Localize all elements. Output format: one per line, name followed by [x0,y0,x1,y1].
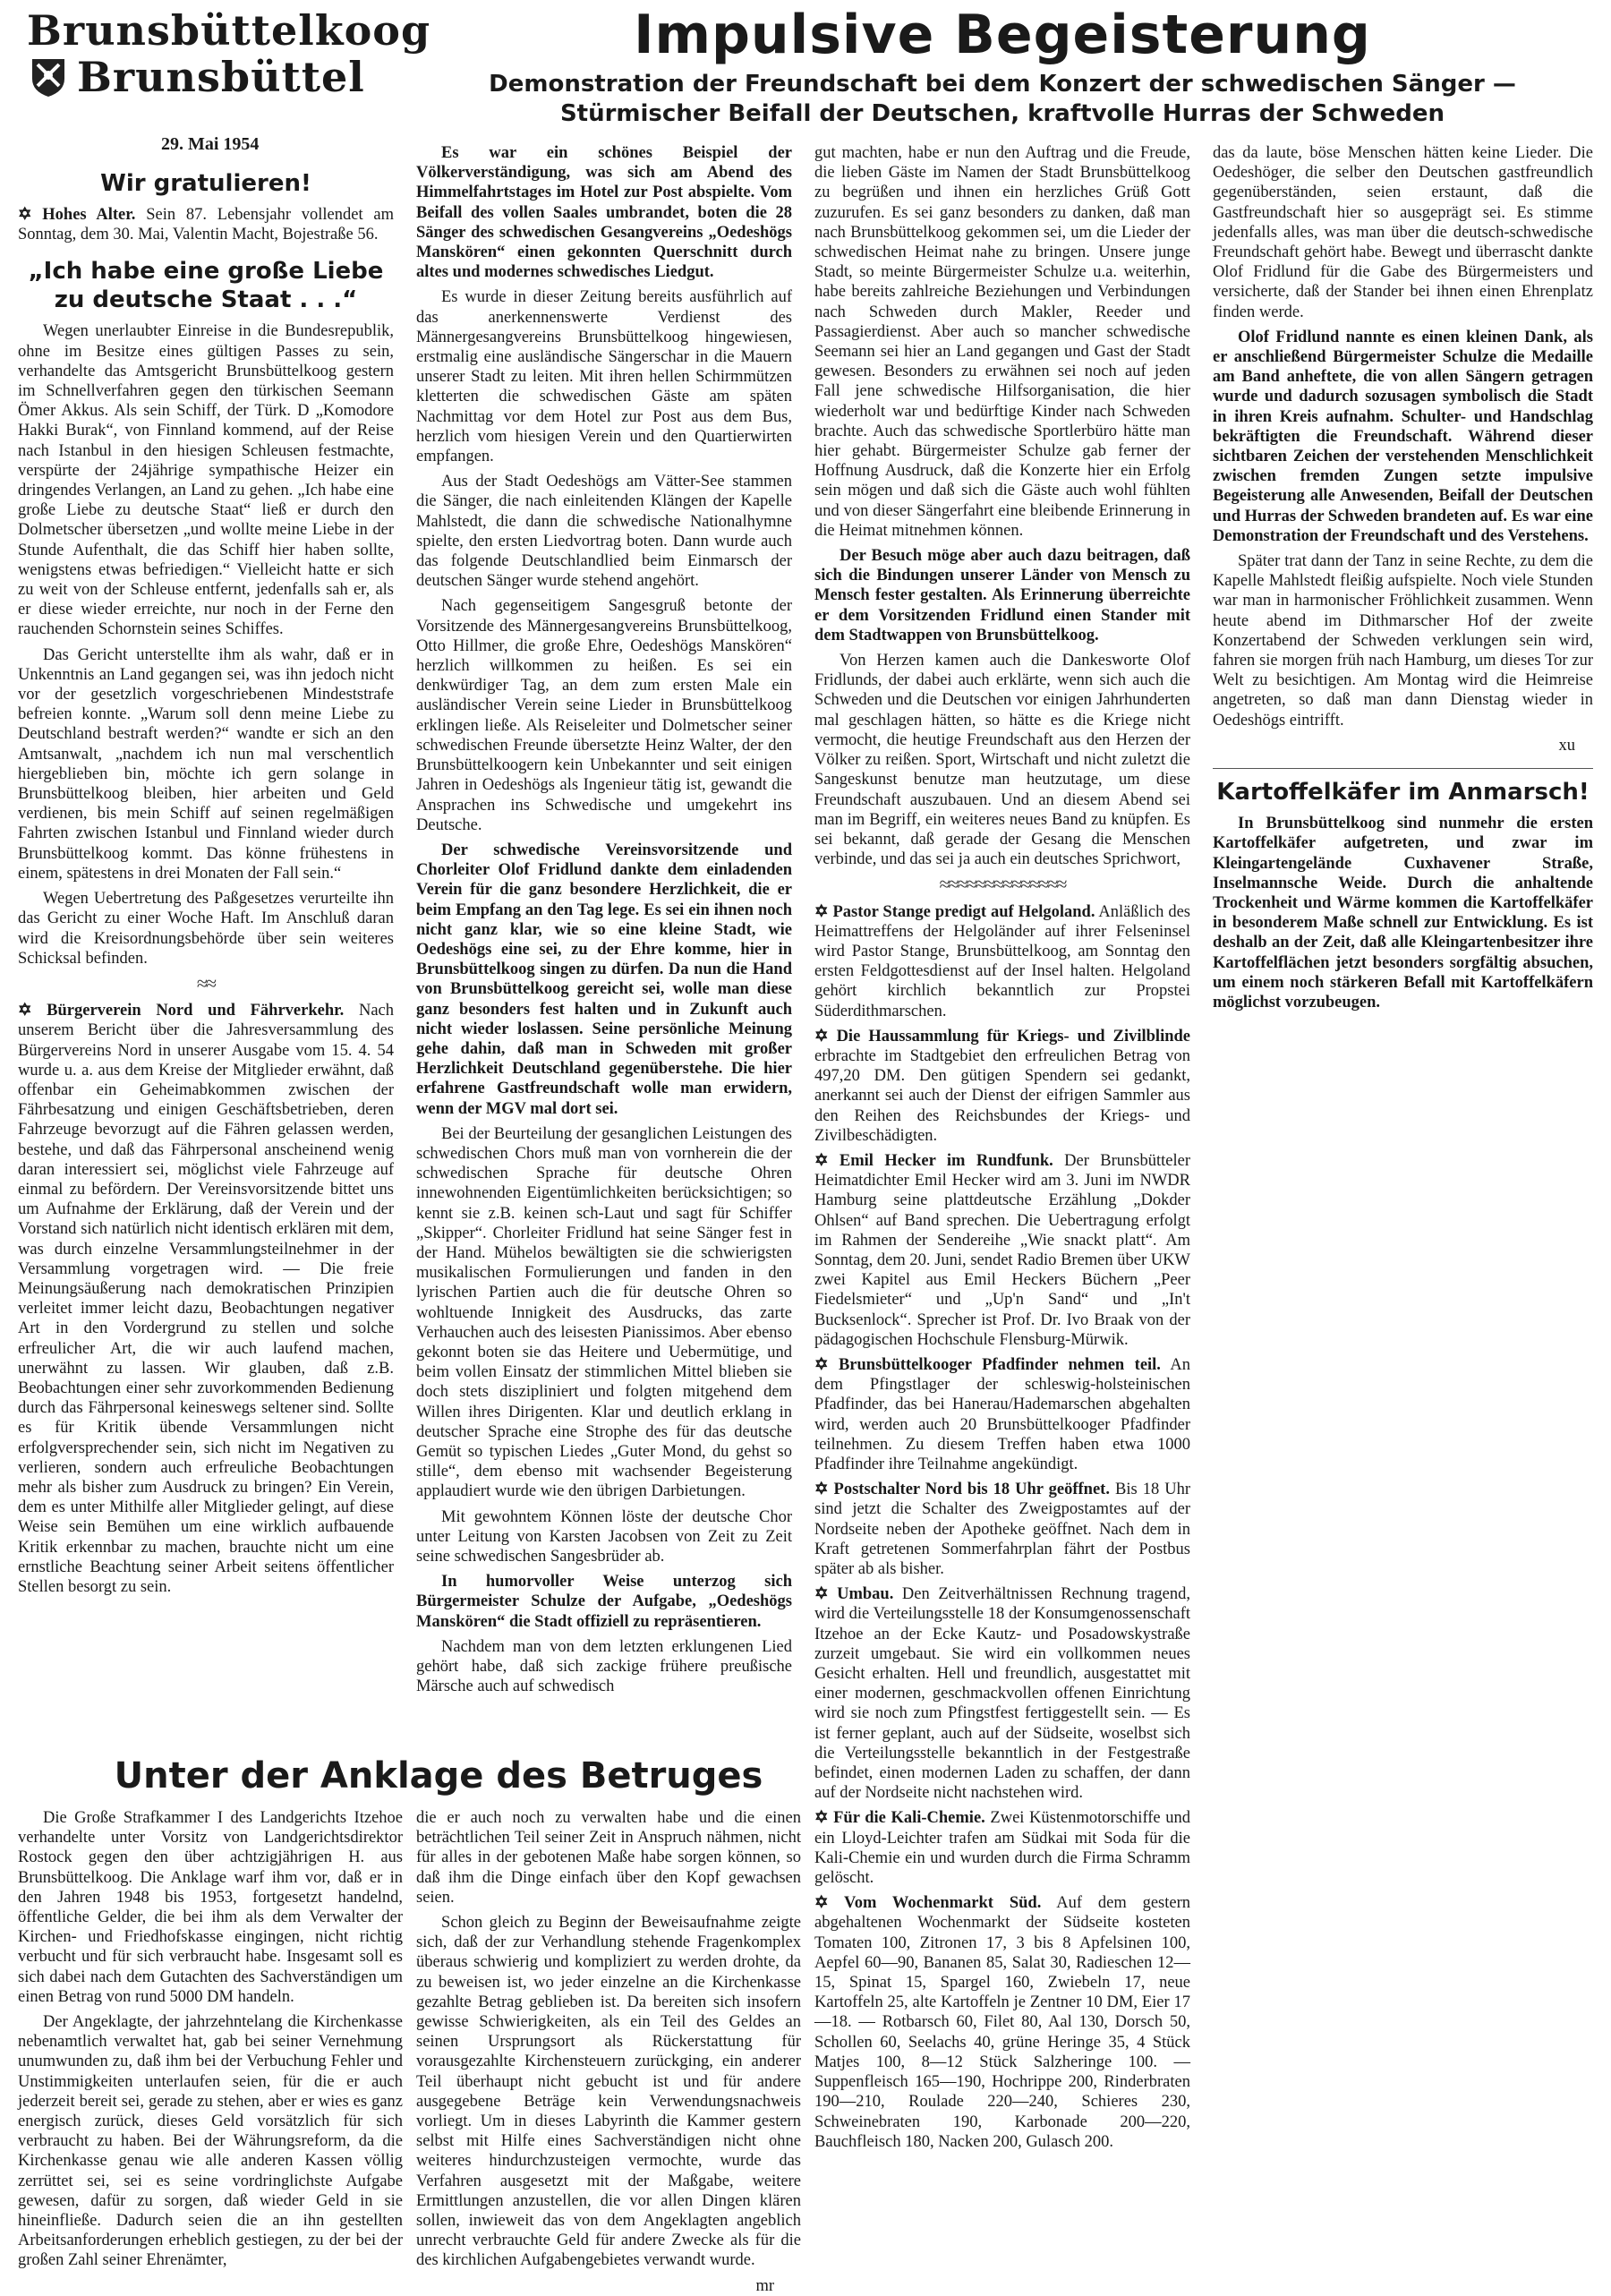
star-icon: ✡ [814,1809,834,1828]
congrats-heading: Wir gratulieren! [100,170,311,197]
masthead-line1: Brunsbüttelkoog [27,6,431,55]
article-paragraph: Bei der Beurteilung der gesanglichen Leistungen des schwedischen Chors muß man von vornherein die der schwedischen Sprache für deutsche Ohren innewohnenden Eigentümlichkeiten berücksichtigen; so kennt sie z.B. keinen sch-Laut und sagt für Schiffer „Skipper“. Chorleiter Fridlund hat seine Sänger fest in der Hand. Mühelos bewältigten sie die schwierigsten musikalischen Formulierungen und fanden in den lyrischen Partien auch die für deutsche Ohren so wohltuende Innigkeit des Ausdrucks, das zarte Verhauchen auch des leisesten Pianissimos. Aber ebenso gekonnt boten sie das Heitere und Uebermütige, und beim vollen Einsatz der stimmlichen Mittel blieben sie doch stets diszipliniert und folgten mitgehend dem Willen ihres Dirigenten. Klar und deutlich erklang in deutscher Sprache eine Strophe des für das deutsche Gemüt so typischen Liedes „Guter Mond, du gehst so stille“, dem ebenso mit wachsender Begeisterung applaudiert wurde wie den übrigen Darbietungen. [416,1124,792,1501]
star-icon: ✡ [814,902,833,921]
article-paragraph: Die Große Strafkammer I des Landgerichts Itzehoe verhandelte unter Vorsitz von Landgerichtsdirektor Rostock gegen den über achtzigjährigen H. aus Brunsbüttelkoog. Die Anklage warf ihm vor, daß er in den Jahren 1948 bis 1953, fortgesetzt handelnd, öffentliche Gelder, die bei ihm als dem Verwalter der Kirchen- und Friedhofskasse eingingen, nicht richtig verbucht und für sich verbraucht habe. Insgesamt soll es sich dabei nach dem Gutachten des Sachverständigen um einen Betrag von rund 5000 DM handeln. [18,1809,403,2006]
article-paragraph: Später trat dann der Tanz in seine Rechte, zu dem die Kapelle Mahlstedt fleißig aufspielte. Noch viele Stunden war man in harmonischer Fröhlichkeit zusammen. Wenn heute abend im Dithmarscher Hof der zweite Konzertabend der Schweden verklungen sein wird, fahren sie morgen früh nach Hamburg, um dieses Tor zur Welt zu besichtigen. Am Montag wird die Heimreise angetreten, so daß man dann Dienstag wieder in Oedeshögs eintrifft. [1213,552,1593,730]
article-signature: xu [1558,736,1575,755]
star-icon: ✡ [18,1002,47,1020]
article-paragraph: Aus der Stadt Oedeshögs am Vätter-See stammen die Sänger, die nach einleitenden Klängen der Kapelle Mahlstedt, die dann die schwedische Nationalhymne spielte, den ersten Liedvortrag boten. Dann wurde auch das folgende Deutschlandlied beim Einmarsch der deutschen Sänger wurde stehend angehört. [416,473,792,591]
separator-wave: ≈≈ [196,971,216,994]
note-wochenmarkt: ✡ Vom Wochenmarkt Süd. Auf dem gestern abgehaltenen Wochenmarkt der Südseite kosteten Tomaten 100, Zitronen 17, 3 bis 8 Apfelsinen 100, Aepfel 60—90, Bananen 85, Salat 30, Radieschen 12—15, Spinat 15, Spargel 160, Zwiebeln 17, neue Kartoffeln 25, alte Kartoffeln je Zentner 10 DM, Eier 17—18. — Rotbarsch 60, Filet 80, Aal 130, Dorsch 50, Schollen 60, Seelachs 40, grüne Heringe 35, 4 Stück Matjes 100, 8—12 Stück Salzheringe 100. — Suppenfleisch 165—190, Hochrippe 200, Rinderbraten 190—210, Roulade 220—240, Schieres 230, Schweinebraten 190, Karbonade 200—220, Bauchfleisch 180, Nacken 200, Gulasch 200. [814,1894,1191,2151]
issue-date: 29. Mai 1954 [161,134,260,154]
article-paragraph: Olof Fridlund nannte es einen kleinen Dank, als er anschließend Bürgermeister Schulze die Medaille am Band anheftete, die von allen Sängern getragen wurde und dadurch sozusagen symbolisch die Stadt in ihren Kreis aufnahm. Schulter- und Handschlag bekräftigten die Freundschaft. Während dieser sichtbaren Zeichen der verstehenden Menschlichkeit zwischen fremden Zungen setzte impulsive Begeisterung alle Anwesenden, Beifall der Deutschen und Hurras der Schweden brandeten auf. Es war eine Demonstration der Freundschaft und des Verstehens. [1213,328,1593,545]
divider [1213,768,1593,769]
note-pfadfinder: ✡ Brunsbüttelkooger Pfadfinder nehmen teil. An dem Pfingstlager der schleswig-holsteinischen Pfadfinder, das bei Hanerau/Hademarschen abgehalten wird, werden auch 20 Brunsbüttelkooger Pfadfinder teilnehmen. Zu diesem Treffen haben etwa 1000 Pfadfinder ihre Teilnahme angekündigt. [814,1355,1190,1473]
main-subheadline: Demonstration der Freundschaft bei dem Konzert der schwedischen Sänger — Stürmischer Beifall der Deutschen, kraftvolle Hurras der Schweden [489,71,1516,127]
betrug-heading: Unter der Anklage des Betruges [114,1755,763,1797]
star-icon: ✡ [814,1481,834,1499]
masthead-line2: Brunsbüttel [77,53,365,101]
article-signature: mr [755,2276,774,2295]
article-paragraph: Der Besuch möge aber auch dazu beitragen, daß sich die Bindungen unserer Länder von Mensch zu Mensch fester gestalten. Als Erinnerung überreichte er dem Vorsitzenden Fridlund einen Stander mit dem Stadtwappen von Brunsbüttelkoog. [814,547,1190,644]
article-paragraph: Nachdem man von dem letzten erklungenen Lied gehört habe, daß sich zackige frühere preußische Märsche auch auf schwedisch [416,1637,792,1696]
star-icon: ✡ [814,1585,838,1604]
column-2 [416,143,792,1702]
column-4 [1213,143,1593,1018]
article-paragraph: Der schwedische Vereinsvorsitzende und Chorleiter Olof Fridlund dankte dem einladenden Verein für die ganz besondere Herzlichkeit, die er beim Empfang an den Tag lege. Es sei ein ihnen noch nicht ganz klar, wie so eine kleine Stadt, wie Oedeshögs eine sei, zu der Ehre komme, hier in Brunsbüttelkoog singen zu dürfen. Da nun die Hand von Brunsbüttelkoog gereicht sei, wolle man diese ganz besonders fest halten und in Zukunft auch nicht wieder loslassen. Seine persönliche Meinung gehe dahin, daß man in Schweden mit großer Herzlichkeit Deutschland gegenüberstehe. Die hier erfahrene Gastfreundschaft wolle man erwidern, wenn der MGV mal dort sei. [416,841,792,1118]
separator-wave: ≈≈≈≈≈≈≈≈≈≈≈≈≈≈ [939,873,1066,896]
coat-of-arms-icon [27,55,70,98]
main-headline: Impulsive Begeisterung [634,4,1371,66]
article-paragraph: das da laute, böse Menschen hätten keine Lieder. Die Oedeshöger, die selber den Deutschen gastfreundlich gegenüberständen, seien erstaunt, daß die Gastfreundschaft hier so ausgeprägt sei. Es stimme jedenfalls alles, was man über die deutsch-schwedische Freundschaft gehört habe. Bewegt und überrascht dankte Olof Fridlund für die Gabe des Bürgermeisters und versicherte, daß der Stander bei ihnen einen Ehrenplatz finden werde. [1213,144,1593,321]
article-paragraph: Schon gleich zu Beginn der Beweisaufnahme zeigte sich, daß der zur Verhandlung stehende Fragenkomplex überaus schwierig und kompliziert zu werden drohte, da zu beweisen ist, wo jeder einzelne an die Kirchenkasse gezahlte Betrag geblieben ist. Da bereiten sich insofern gewisse Schwierigkeiten, als ein Teil des Geldes an seinen Ursprungsort als Rückerstattung für vorausgezahlte Kirchensteuern zurückging, ein anderer Teil überhaupt nicht gebucht ist und für andere ausgegebene Beträge kein Verwendungsnachweis vorliegt. Um in dieses Labyrinth die Kammer gestern selbst mit Hilfe eines Sachverständigen nicht ohne weiteres hindurchzusteigen vermochte, wurde das Verfahren ausgesetzt mit der Maßgabe, weitere Ermittlungen anzustellen, die vor allen Dingen klären sollen, inwieweit das von dem Angeklagten angeblich unrecht verbrauchte Geld für andere Zwecke als für die des kirchlichen Aufgabengebietes verwandt wurde. [416,1914,801,2270]
note-haussammlung: ✡ Die Haussammlung für Kriegs- und Zivilblinde erbrachte im Stadtgebiet den erfreulichen Betrag von 497,20 DM. Den gütigen Spendern sei gedankt, anerkannt sei auch der Dienst der eifrigen Sammler aus den Reihen des Reichsbundes der Kriegs- und Zivilbeschädigten. [814,1027,1190,1145]
liebe-paragraph: Wegen Uebertretung des Paßgesetzes verurteilte ihn das Gericht zu einer Woche Haft. Im Anschluß daran wird die Kreisordnungsbehörde über sein weiteres Schicksal befinden. [18,890,394,968]
column-1 [18,166,394,1602]
star-icon: ✡ [814,1894,845,1913]
article-paragraph: Es wurde in dieser Zeitung bereits ausführlich auf das anerkennenswerte Verdienst des Männergesangvereins Brunsbüttelkoog hingewiesen, erstmalig eine ausländische Sängerschar in die Mauern unserer Stadt zu leiten. Mit ihren hellen Schirmmützen kletterten die schwedischen Gäste am späten Nachmittag vor dem Hotel zur Post aus dem Bus, herzlich vom hiesigen Verein und den Quartierwirten empfangen. [416,288,792,466]
note-umbau: ✡ Umbau. Den Zeitverhältnissen Rechnung tragend, wird die Verteilungsstelle 18 der Konsumgenossenschaft Itzehoe an der Ecke Kautz- und Posadowskystraße zurzeit umgebaut. Sie wird ein vollkommen neues Gesicht erhalten. Hell und freundlich, ausgestattet mit einer modernen, geschmackvollen offenen Einrichtung wird sie noch zum Pfingstfest fertiggestellt sein. — Es ist ferner geplant, auch auf der Südseite, woselbst sich die Verteilungsstelle bekanntlich in der Festgestraße befindet, einen modernen Laden zu schaffen, der dann auf der Nordseite nicht nachstehen wird. [814,1585,1191,1803]
note-hecker: ✡ Emil Hecker im Rundfunk. Der Brunsbütteler Heimatdichter Emil Hecker wird am 3. Juni im NWDR Hamburg seine plattdeutsche Erzählung „Dokder Ohlsen“ auf Band sprechen. Die Uebertragung erfolgt im Rahmen der Sendereihe „Wie snackt platt“. Am Sonntag, dem 20. Juni, sendet Radio Bremen über UKW zwei Kapitel aus Emil Heckers Büchern „Peer Fiedelsmieter“ und „Up'n Sand“ und „In't Bucksenlock“. Sprecher ist Prof. Dr. Ivo Braak von der pädagogischen Hochschule Flensburg-Mürwik. [814,1151,1190,1349]
kartoffel-text: In Brunsbüttelkoog sind nunmehr die ersten Kartoffelkäfer aufgetreten, und zwar im Kleingartengelände Cuxhavener Straße, Inselmannsche Weide. Durch die anhaltende Trockenheit und Wärme kommen die Kartoffelkäfer in besonderem Maße schnell zur Entwicklung. Es ist deshalb an der Zeit, daß alle Kleingartenbesitzer ihre Kartoffelflächen jetzt besonders sorgfältig absuchen, um einem noch stärkeren Befall mit Kartoffelkäfern möglichst vorzubeugen. [1213,815,1593,1011]
note-kali: ✡ Für die Kali-Chemie. Zwei Küstenmotorschiffe und ein Lloyd-Leichter trafen am Südkai mit Soda für die Kali-Chemie ein und wurden durch die Firma Schramm gelöscht. [814,1809,1191,1888]
column-3 [814,143,1190,2157]
star-icon: ✡ [814,1151,840,1170]
article-paragraph: Der Angeklagte, der jahrzehntelang die Kirchenkasse nebenamtlich verwaltet hat, gab bei seiner Vernehmung unumwunden zu, daß ihm bei der Verbuchung Fehler und Unstimmigkeiten unterlaufen seien, für die er auch jederzeit bereit sei, gerade zu stehen, aber er wies es ganz energisch zurück, dieses Geld vorsätzlich für sich verbraucht zu haben. Bei der Währungsreform, da die Kirchenkasse genau wie alle anderen Kassen völlig zerrüttet sei, sei es seine vordringlichste Aufgabe gewesen, dafür zu sorgen, daß wieder Geld in sie hineinfließe. Dadurch seien die an ihn gestellten Arbeitsanforderungen erheblich gestiegen, zu der bei der großen Zahl seiner Ehrenämter, [18,2013,403,2270]
liebe-paragraph: Wegen unerlaubter Einreise in die Bundesrepublik, ohne im Besitze eines gültigen Passes zu sein, verhandelte das Amtsgericht Brunsbüttelkoog gestern im Schnellverfahren gegen den türkischen Seemann Ömer Akkus. Als sein Schiff, der Türk. D „Komodore Hakki Burak“, von Finnland kommend, auf der Reise nach Istanbul in den hiesigen Schleusen festmachte, verspürte der 24jährige sympathische Heizer ein dringendes Verlangen, an Land zu gehen. „Ich habe eine große Liebe zu deutsche Staat“ ließ er durch den Dolmetscher übersetzen „und wollte meine Liebe in der Stunde Aufenthalt, die das Schiff hier haben sollte, wenigstens etwas befriedigen.“ Vielleicht hatte er sich zu weit von der Schleuse entfernt, jedenfalls sah er, als er diese wieder erreichte, nur noch in der Ferne den rauchenden Schornstein seines Schiffes. [18,322,394,639]
liebe-paragraph: Das Gericht unterstellte ihm als wahr, daß er in Unkenntnis an Land gegangen sei, was ihn jedoch nicht vor der gesetzlich vorgeschriebenen Mindeststrafe befreien konnte. „Warum soll denn meine Liebe zu Deutschland bestraft werden?“ wandte er sich an den Amtsanwalt, „nachdem ich nun mal verschentlich hiergeblieben bin, möchte ich gern solange in Brunsbüttelkoog bleiben, hier arbeiten und Geld verdienen, bis mein Schiff auf seinen regelmäßigen Fahrten zwischen Istanbul und Finnland wieder durch Brunsbüttelkoog kommt. Das könne frühestens in einem, spätestens in drei Monaten der Fall sein.“ [18,645,394,883]
masthead [27,6,431,132]
kartoffel-heading: Kartoffelkäfer im Anmarsch! [1216,779,1590,807]
article-paragraph: Es war ein schönes Beispiel der Völkerverständigung, was sich am Abend des Himmelfahrtstages im Hotel zur Post abspielte. Vom Beifall des vollen Saales umbrandet, boten die 28 Sänger des schwedischen Gesangvereins „Oedeshögs Manskören“ einen gekonnten Querschnitt durch altes und modernes schwedisches Liedgut. [416,144,792,282]
liebe-heading: „Ich habe eine große Liebe zu deutsche Staat . . .“ [28,258,384,314]
article-paragraph: Nach gegenseitigem Sangesgruß betonte der Vorsitzende des Männergesangvereins Brunsbüttelkoog, Otto Hillmer, die große Ehre, Oedeshögs Manskören“ herzlich willkommen zu heißen. Es sei ein denkwürdiger Tag, an dem zum ersten Male ein ausländischer Verein seine Lieder in Brunsbüttelkoog erklingen ließe. Als Reiseleiter und Dolmetscher seiner schwedischen Freunde übersetzte Heinz Walter, der den Brunsbüttelkoogern kein Unbekannter und seit einigen Jahren in Oedeshögs als Ingenieur tätig ist, gewandt die Ansprachen ins Schwedische und umgekehrt ins Deutsche. [416,597,792,834]
star-icon: ✡ [814,1027,837,1046]
article-paragraph: Mit gewohntem Können löste der deutsche Chor unter Leitung von Karsten Jacobsen von Zeit zu Zeit seine schwedischen Sangesbrüder ab. [416,1507,792,1566]
betrug-column-left [18,1808,403,2276]
congrats-note: ✡ Hohes Alter. Sein 87. Lebensjahr vollendet am Sonntag, dem 30. Mai, Valentin Macht, Bojestraße 56. [18,206,394,244]
note-stange: ✡ Pastor Stange predigt auf Helgoland. Anläßlich des Heimattreffens der Helgoländer auf ihrer Felseninsel wird Pastor Stange, Brunsbüttelkoog, am Sonntag den ersten Feldgottesdienst auf der Insel halten. Helgoland gehört kirchlich bekanntlich zur Propstei Süderdithmarschen. [814,902,1190,1020]
betrug-column-right [416,1808,801,2296]
buergerverein-note: ✡ Bürgerverein Nord und Fährverkehr. Nach unserem Bericht über die Jahresversammlung des Bürgervereins Nord in unserer Ausgabe vom 15. 4. 54 wurde u. a. aus dem Kreise der Mitglieder erwähnt, daß offenbar ein Geheimabkommen zwischen der Fährbesatzung und einigen Geschäftsbetrieben, deren Fahrzeuge bevorzugt auf die Fähren gelassen werden, bestehe, und daß das Fährpersonal anscheinend wenig daran interessiert sei, möglichst viele Fahrzeuge auf einmal zu befördern. Der Vereinsvorsitzende bittet uns um Aufnahme der Erklärung, daß der Verein und der Vorstand sich natürlich nicht identisch erklären mit dem, was durch einzelne Versammlungsteilnehmer in der Versammlung vorgetragen wird. — Die freie Meinungsäußerung nach demokratischen Prinzipien verleitet immer leicht dazu, Beobachtungen negativer Art in den Vordergrund zu stellen und solche erfreulicher Art, die wir auch laufend machen, unerwähnt zu lassen. Wir glauben, daß z.B. Beobachtungen einer sehr zuvorkommenden Bedienung durch das Fährpersonal keineswegs seltener sind. Sollte es für Kritik übende Versammlungen nicht erfolgversprechender sein, sich nicht im Negativen zu verlieren, sondern auch erfreuliche Beobachtungen mehr als bisher zum Ausdruck zu bringen? Ein Verein, dem es unter Mithilfe aller Mitglieder gelingt, auf diese Weise sein Bemühen um eine wirklich aufbauende Kritik erkennbar zu machen, brauchte nicht um eine ernstliche Beachtung seiner Arbeit seitens öffentlicher Stellen besorgt zu sein. [18,1002,394,1596]
note-postschalter: ✡ Postschalter Nord bis 18 Uhr geöffnet. Bis 18 Uhr sind jetzt die Schalter des Zweigpostamtes auf der Nordseite neben der Apotheke geöffnet. Nach dem in Kraft getretenen Sommerfahrplan fährt der Postbus später ab als bisher. [814,1481,1190,1579]
star-icon: ✡ [814,1355,839,1374]
article-paragraph: gut machten, habe er nun den Auftrag und die Freude, die lieben Gäste im Namen der Stadt Brunsbüttelkoog zu begrüßen und ihnen ein herzliches Grüß Gott zuzurufen. Es sei ganz besonders zu danken, daß man nach Brunsbüttelkoog gekommen sei, um die Lieder der schwedischen Heimat nahe zu bringen. Unsere junge Stadt, so meinte Bürgermeister Schulze u.a. weiterhin, habe bereits zahlreiche Beziehungen und Verbindungen nach Schweden durch Makler, Reeder und Passagierdienst. Aber auch so mancher schwedische Seemann sei hier an Land gegangen und Gast der Stadt gewesen. Besonders zu erwähnen sei noch auf jeden Fall jene schwedische Hilfsorganisation, die hier wiederholt war und bedürftige Kinder nach Schweden brachte. Auch das schwedische Sportlerbüro hätte man hier gehabt. Bürgermeister Schulze gab ferner der Hoffnung Ausdruck, daß die Konzerte hier ein Erfolg sein mögen und daß sich die Gäste auch wohl fühlten und von dieser Sängerfahrt eine bleibende Erinnerung in die Heimat mitnehmen können. [814,144,1190,540]
star-icon: ✡ [18,206,43,224]
article-paragraph: In humorvoller Weise unterzog sich Bürgermeister Schulze der Aufgabe, „Oedeshögs Manskören“ die Stadt offiziell zu repräsentieren. [416,1573,792,1631]
article-paragraph: Von Herzen kamen auch die Dankesworte Olof Fridlunds, der dabei auch erklärte, wenn sich auch die Schweden und die Deutschen vor einigen Jahrhunderten mal geschlagen hätten, so hätte es die Kriege nicht vermocht, die heutige Freundschaft aus den Herzen der Völker zu reißen. Sport, Wirtschaft und nicht zuletzt die Sangeskunst benutze man heutzutage, um diese Freundschaft auszubauen. Und an diesem Abend sei man im Begriff, ein weiteres neues Band zu knüpfen. Es sei bekannt, daß gerade der Gesang die Menschen verbinde, und das sei ja auch ein deutsches Sprichwort, [814,652,1190,869]
article-paragraph: die er auch noch zu verwalten habe und die einen beträchtlichen Teil seiner Zeit in Anspruch nähmen, nicht für alles in der gebotenen Maße habe sorgen können, so daß ihm die Dinge einfach über den Kopf gewachsen seien. [416,1809,801,1907]
